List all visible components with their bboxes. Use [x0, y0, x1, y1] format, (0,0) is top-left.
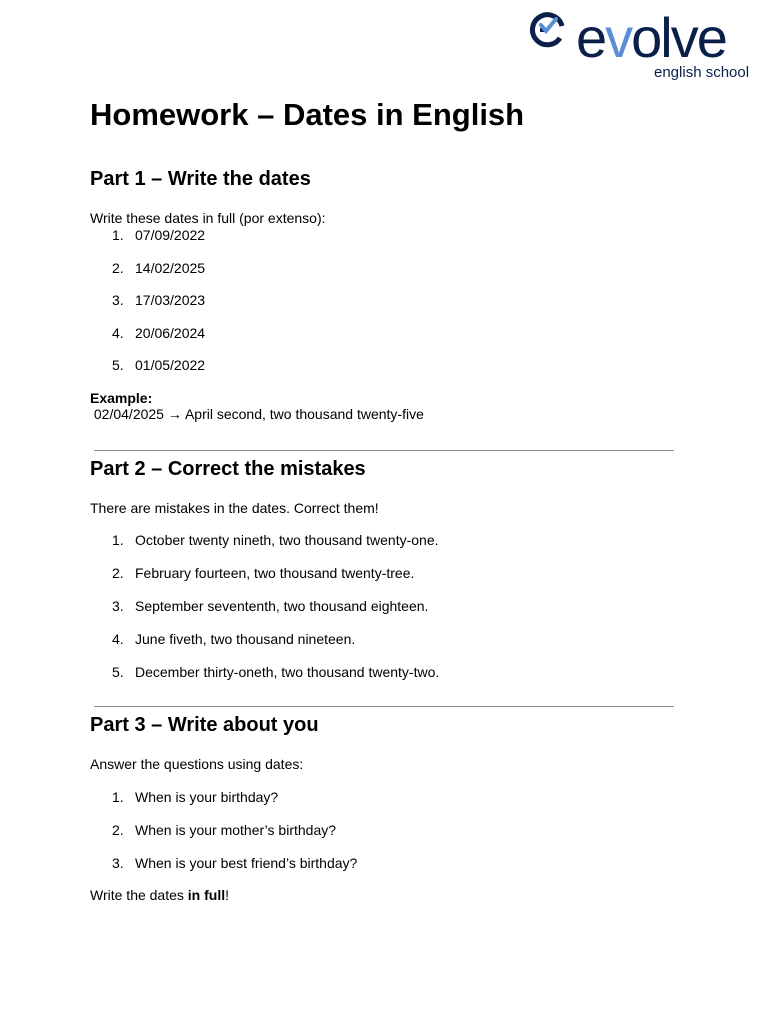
part1-heading: Part 1 – Write the dates: [90, 168, 311, 190]
part3-instruction: Answer the questions using dates:: [90, 756, 304, 772]
list-item: 5. December thirty-oneth, two thousand twenty-two.: [112, 664, 440, 680]
logo-subtitle: english school: [654, 64, 750, 81]
part2-heading: Part 2 – Correct the mistakes: [90, 458, 366, 480]
part1-instruction: Write these dates in full (por extenso):: [90, 210, 326, 226]
list-item: 2. When is your mother’s birthday?: [112, 822, 337, 838]
list-item: 4. 20/06/2024: [112, 324, 206, 341]
part2-instruction: There are mistakes in the dates. Correct them!: [90, 500, 379, 516]
list-item: 4. June fiveth, two thousand nineteen.: [112, 631, 356, 647]
list-item: 5. 01/05/2022: [112, 357, 206, 373]
list-item: 3. 17/03/2023: [112, 292, 206, 308]
evolve-logo: [530, 8, 750, 88]
part3-heading: Part 3 – Write about you: [90, 714, 319, 736]
list-item: 3. When is your best friend’s birthday?: [112, 855, 358, 871]
list-item: 2. February fourteen, two thousand twenty-tree.: [112, 565, 415, 581]
example-label: Example:: [90, 390, 153, 406]
divider: [94, 450, 674, 451]
part1-list: [90, 227, 205, 374]
part3-list: [90, 789, 357, 872]
example-text: 02/04/2025 → April second, two thousand twenty-five: [90, 406, 424, 422]
part2-list: [90, 532, 439, 681]
logo-wordmark: evolve: [576, 6, 726, 69]
list-item: 1. 07/09/2022: [112, 227, 206, 243]
list-item: 1. October twenty nineth, two thousand twenty-one.: [112, 532, 439, 548]
evolve-e-check-icon: [530, 8, 570, 52]
closing-instruction: Write the dates in full!: [90, 887, 230, 903]
page-title: Homework – Dates in English: [90, 97, 525, 132]
list-item: 3. September sevententh, two thousand eighteen.: [112, 598, 429, 614]
list-item: 1. When is your birthday?: [112, 789, 279, 805]
divider: [94, 706, 674, 707]
list-item: 2. 14/02/2025: [112, 259, 206, 276]
